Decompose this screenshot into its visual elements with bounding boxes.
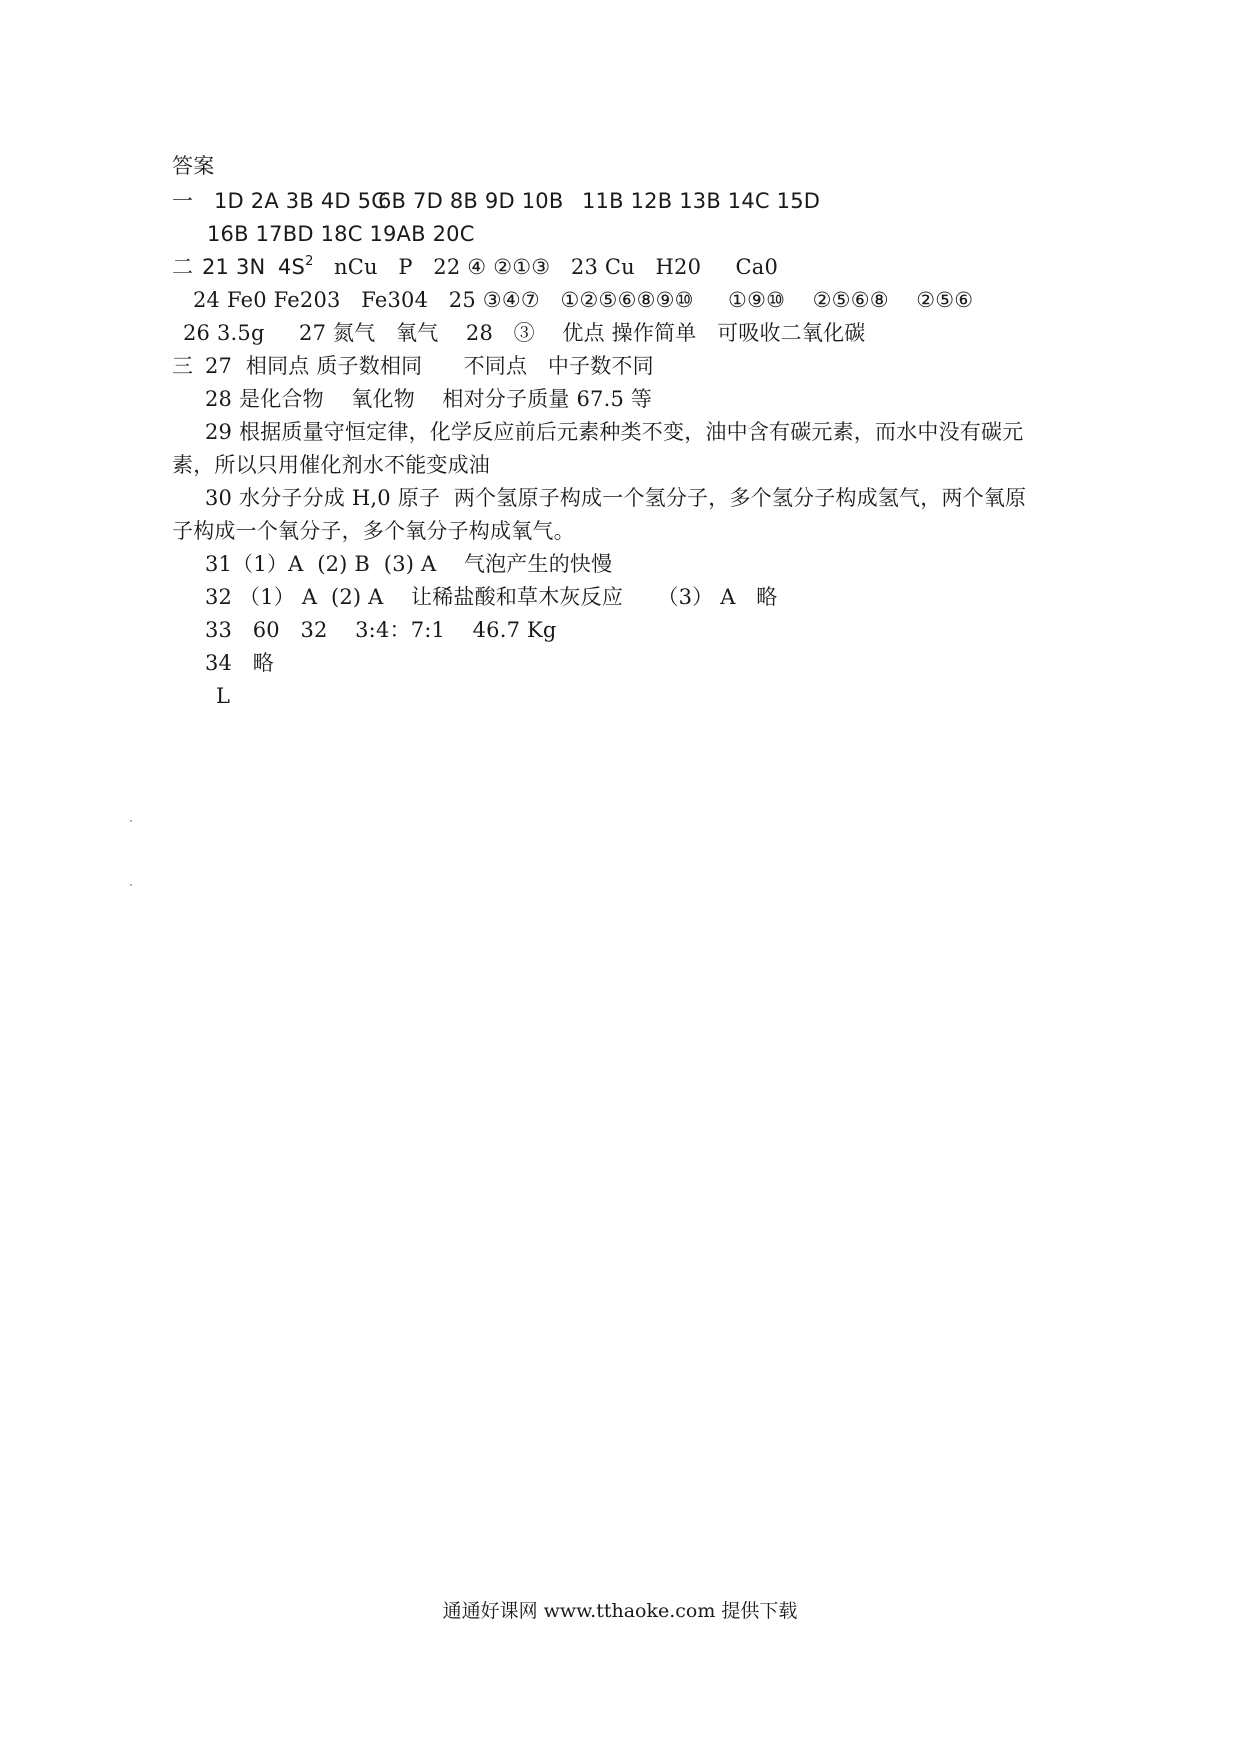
section-2-line-3: 26 3.5g 27 氮气 氧气 28 ③ 优点 操作简单 可吸收二氧化碳 — [183, 321, 866, 345]
answer-title: 答案 — [172, 154, 215, 178]
answer-33: 33 60 32 3:4：7:1 46.7 Kg — [205, 618, 557, 642]
section-1-answers-11-15: 11B 12B 13B 14C 15D — [582, 189, 821, 213]
answer-32: 32 （1） A (2) A 让稀盐酸和草木灰反应 （3） A 略 — [205, 585, 778, 609]
answer-29-line-1: 29 根据质量守恒定律，化学反应前后元素种类不变，油中含有碳元素，而水中没有碳元 — [205, 420, 1024, 444]
section-3-label: 三 — [172, 354, 194, 378]
section-1-answers-1-5: 1D 2A 3B 4D 5C — [214, 189, 387, 213]
answer-28: 28 是化合物 氧化物 相对分子质量 67.5 等 — [205, 387, 653, 411]
section-1-answers-6-10: 6B 7D 8B 9D 10B — [378, 189, 564, 213]
section-2-line-1-part-c: nCu P 22 ④ ②①③ 23 Cu H20 Ca0 — [334, 255, 779, 279]
section-2-label: 二 — [172, 255, 194, 279]
scan-speck — [130, 884, 132, 886]
answer-30-line-2: 子构成一个氧分子，多个氧分子构成氧气。 — [172, 519, 575, 543]
section-2-line-2: 24 Fe0 Fe203 Fe304 25 ③④⑦ ①②⑤⑥⑧⑨⑩ ①⑨⑩ ②⑤⑥⑧ ②⑤⑥ — [193, 288, 974, 312]
stray-letter-l: L — [216, 684, 231, 708]
answer-30-line-1: 30 水分子分成 H,0 原子 两个氢原子构成一个氢分子，多个氢分子构成氢气，两个氧原 — [205, 486, 1027, 510]
answer-29-line-2: 素，所以只用催化剂水不能变成油 — [172, 453, 490, 477]
section-2-line-1-part-a: 21 3N — [202, 255, 266, 279]
section-2-line-1-ion — [278, 254, 314, 280]
answer-31: 31（1）A (2) B (3) A 气泡产生的快慢 — [205, 552, 613, 576]
download-source-footer: 通通好课网 www.tthaoke.com 提供下载 — [442, 1600, 798, 1622]
section-1-answers-16-20: 16B 17BD 18C 19AB 20C — [207, 222, 475, 246]
answer-27: 27 相同点 质子数相同 不同点 中子数不同 — [205, 354, 654, 378]
ion-charge: 2 — [305, 254, 314, 269]
scan-speck — [130, 820, 132, 822]
answer-34: 34 略 — [205, 651, 274, 675]
section-1-label: 一 — [172, 189, 194, 213]
ion-symbol: 4S — [278, 255, 306, 279]
